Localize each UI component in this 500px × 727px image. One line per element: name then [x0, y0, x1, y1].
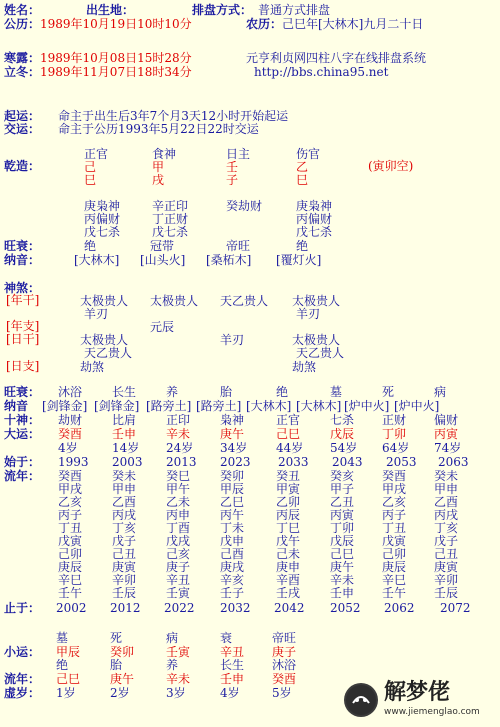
dayun-shishen: 枭神 [220, 413, 245, 427]
liunian-item: 戊寅 [382, 534, 407, 548]
liunian-item: 丁丑 [382, 521, 407, 535]
liunian-item: 甲子 [330, 482, 355, 496]
liunian-item: 甲戌 [382, 482, 407, 496]
xiaoyun-xusui: 3岁 [166, 686, 186, 700]
dayun-wangshuai-label: 旺衰： [4, 385, 41, 399]
liunian-item: 丁未 [220, 521, 245, 535]
dayun-end-year: 2042 [274, 601, 305, 615]
liunian-item: 丙辰 [276, 508, 301, 522]
liunian-item: 辛卯 [112, 573, 137, 587]
xiaoyun-pillar: 庚子 [272, 645, 297, 659]
liunian-item: 辛亥 [220, 573, 245, 587]
site-url[interactable]: http://bbs.china95.net [254, 65, 389, 79]
solar-label: 公历： [4, 17, 41, 31]
liunian-item: 乙亥 [382, 495, 407, 509]
liunian-item: 丙戌 [112, 508, 137, 522]
dayun-end-year: 2062 [384, 601, 415, 615]
shensha-item: 太极贵人 [292, 294, 341, 308]
canggan-item: 庚枭神 [84, 199, 121, 213]
xiaoyun-xusui: 1岁 [56, 686, 76, 700]
liunian-item: 己丑 [112, 547, 137, 561]
dayun-shishen: 七杀 [330, 413, 355, 427]
name-label: 姓名： [4, 3, 41, 17]
xiaoyun-xusui: 2岁 [110, 686, 130, 700]
pillar-gan: 甲 [152, 160, 165, 174]
dayun-end-year: 2072 [440, 601, 471, 615]
liunian-item: 戊辰 [330, 534, 355, 548]
dayun-start-year: 2003 [112, 455, 143, 469]
pillar-gan: 壬 [226, 160, 239, 174]
liunian-item: 庚寅 [434, 560, 459, 574]
liunian-item: 丁亥 [112, 521, 137, 535]
liunian-item: 庚辰 [58, 560, 83, 574]
shensha-item: 羊刃 [296, 307, 321, 321]
liunian-item: 丙戌 [434, 508, 459, 522]
dayun-nayin: [剑锋金] [42, 399, 88, 413]
liunian-item: 壬辰 [112, 586, 137, 600]
shensha-item: 太极贵人 [80, 294, 129, 308]
dayun-nayin: [剑锋金] [94, 399, 140, 413]
liunian-item: 庚申 [276, 560, 301, 574]
shensha-item: 羊刃 [84, 307, 109, 321]
dayun-label: 大运： [4, 427, 41, 441]
pillar-shishen: 伤官 [296, 147, 321, 161]
canggan-item: 辛正印 [152, 199, 189, 213]
dayun-nayin: [炉中火] [394, 399, 440, 413]
liunian-item: 辛未 [330, 573, 355, 587]
pillar-zhi: 巳 [296, 173, 309, 187]
liunian-item: 己亥 [166, 547, 191, 561]
dayun-end-label: 止于： [4, 601, 41, 615]
pillar-nayin: [覆灯火] [276, 253, 322, 267]
dayun-wangshuai: 养 [166, 385, 179, 399]
hanlu-label: 寒露： [4, 51, 41, 65]
liunian-item: 丙申 [166, 508, 191, 522]
xiaoyun-wangshuai-bottom: 养 [166, 658, 179, 672]
xiaoyun-xusui: 4岁 [220, 686, 240, 700]
liunian-item: 甲戌 [58, 482, 83, 496]
dayun-shishen-label: 十神： [4, 413, 41, 427]
dayun-end-year: 2002 [56, 601, 87, 615]
liunian-item: 庚寅 [112, 560, 137, 574]
liunian-item: 丁丑 [58, 521, 83, 535]
pillar-wangshuai: 冠带 [150, 239, 175, 253]
pillar-zhi: 戌 [152, 173, 165, 187]
pillar-zhi: 巳 [84, 173, 97, 187]
dayun-pillar: 戊辰 [330, 427, 355, 441]
qiyun-value: 命主于出生后3年7个月3天12小时开始起运 [58, 109, 289, 123]
dayun-shishen: 偏财 [434, 413, 459, 427]
xiaoyun-liunian: 辛未 [166, 672, 191, 686]
lunar-label: 农历： [246, 17, 283, 31]
shensha-item: 太极贵人 [80, 333, 129, 347]
xiaoyun-liunian: 壬申 [220, 672, 245, 686]
liunian-item: 庚午 [330, 560, 355, 574]
liunian-item: 丙子 [382, 508, 407, 522]
liunian-item: 己巳 [330, 547, 355, 561]
watermark [344, 681, 494, 721]
liunian-item: 甲辰 [220, 482, 245, 496]
liunian-item: 壬午 [382, 586, 407, 600]
xiaoyun-pillar: 甲辰 [56, 645, 81, 659]
liunian-item: 乙酉 [112, 495, 137, 509]
dayun-end-year: 2052 [330, 601, 361, 615]
dayun-wangshuai: 长生 [112, 385, 137, 399]
lunar-value: 己巳年[大林木]九月二十日 [282, 17, 424, 31]
dayun-nayin-label: 纳音 [4, 399, 29, 413]
dayun-wangshuai: 死 [382, 385, 395, 399]
liunian-item: 壬申 [330, 586, 355, 600]
xiaoyun-pillar: 辛丑 [220, 645, 245, 659]
liunian-item: 戊申 [220, 534, 245, 548]
birthplace-label: 出生地： [86, 3, 135, 17]
dayun-liunian-label: 流年： [4, 469, 41, 483]
liunian-item: 戊戌 [166, 534, 191, 548]
liunian-item: 癸酉 [382, 469, 407, 483]
pillar-shishen: 日主 [226, 147, 251, 161]
xiaoyun-wangshuai-top: 墓 [56, 631, 69, 645]
pillar-gan: 己 [84, 160, 97, 174]
xiaoyun-liunian-label: 流年： [4, 672, 41, 686]
dayun-age: 64岁 [382, 441, 410, 455]
jiaoyun-label: 交运： [4, 122, 41, 136]
dayun-pillar: 壬申 [112, 427, 137, 441]
xiaoyun-wangshuai-top: 病 [166, 631, 179, 645]
method-label: 排盘方式： [192, 3, 253, 17]
xiaoyun-xusui: 5岁 [272, 686, 292, 700]
nayin-label: 纳音： [4, 253, 41, 267]
liunian-item: 壬子 [220, 586, 245, 600]
pillar-gan: 乙 [296, 160, 309, 174]
xiaoyun-wangshuai-top: 帝旺 [272, 631, 297, 645]
liunian-item: 辛丑 [166, 573, 191, 587]
liunian-item: 丁卯 [330, 521, 355, 535]
liunian-item: 癸巳 [166, 469, 191, 483]
dayun-pillar: 丁卯 [382, 427, 407, 441]
liunian-item: 戊子 [112, 534, 137, 548]
pillar-zhi: 子 [226, 173, 239, 187]
liunian-item: 辛酉 [276, 573, 301, 587]
liunian-item: 癸亥 [330, 469, 355, 483]
year-zhi-label: [年支] [6, 319, 40, 333]
xiaoyun-label: 小运： [4, 645, 41, 659]
liunian-item: 甲申 [434, 482, 459, 496]
dayun-nayin: [大林木] [246, 399, 292, 413]
lidong-label: 立冬： [4, 65, 41, 79]
hanlu-value: 1989年10月08日15时28分 [40, 51, 192, 65]
liunian-item: 癸未 [434, 469, 459, 483]
liunian-item: 庚辰 [382, 560, 407, 574]
liunian-item: 乙卯 [276, 495, 301, 509]
liunian-item: 己未 [276, 547, 301, 561]
liunian-item: 癸未 [112, 469, 137, 483]
day-gan-label: [日干] [6, 332, 40, 346]
lidong-value: 1989年11月07日18时34分 [40, 65, 192, 79]
dayun-shishen: 正官 [276, 413, 301, 427]
liunian-item: 戊寅 [58, 534, 83, 548]
pillar-wangshuai: 绝 [296, 239, 309, 253]
shensha-item: 天乙贵人 [296, 346, 345, 360]
shensha-item: 劫煞 [292, 360, 317, 374]
xiaoyun-pillar: 壬寅 [166, 645, 191, 659]
dayun-start-year: 2033 [278, 455, 309, 469]
liunian-item: 甲寅 [276, 482, 301, 496]
liunian-item: 辛巳 [58, 573, 83, 587]
dayun-age: 24岁 [166, 441, 194, 455]
method-value: 普通方式排盘 [258, 3, 331, 17]
dayun-age: 34岁 [220, 441, 248, 455]
pillar-wangshuai: 帝旺 [226, 239, 251, 253]
dayun-nayin: [路旁土] [146, 399, 192, 413]
dayun-start-year: 2043 [332, 455, 363, 469]
canggan-item: 戊七杀 [296, 225, 333, 239]
dayun-pillar: 丙寅 [434, 427, 459, 441]
canggan-item: 癸劫财 [226, 199, 263, 213]
dayun-wangshuai: 墓 [330, 385, 343, 399]
dayun-wangshuai: 胎 [220, 385, 233, 399]
dayun-shishen: 比肩 [112, 413, 137, 427]
dayun-end-year: 2022 [164, 601, 195, 615]
xiaoyun-wangshuai-bottom: 绝 [56, 658, 69, 672]
liunian-item: 乙丑 [330, 495, 355, 509]
dayun-wangshuai: 沐浴 [58, 385, 83, 399]
dayun-nayin: [路旁土] [196, 399, 242, 413]
liunian-item: 庚戌 [220, 560, 245, 574]
liunian-item: 己卯 [382, 547, 407, 561]
watermark-brand: 解梦佬 [384, 680, 451, 705]
dayun-end-year: 2032 [220, 601, 251, 615]
xiaoyun-wangshuai-top: 死 [110, 631, 123, 645]
xiaoyun-wangshuai-bottom: 胎 [110, 658, 123, 672]
liunian-item: 甲午 [166, 482, 191, 496]
liunian-item: 丁酉 [166, 521, 191, 535]
dayun-wangshuai: 绝 [276, 385, 289, 399]
dayun-shishen: 劫财 [58, 413, 83, 427]
liunian-item: 己酉 [220, 547, 245, 561]
shensha-item: 天乙贵人 [220, 294, 269, 308]
liunian-item: 甲申 [112, 482, 137, 496]
qiyun-label: 起运： [4, 109, 41, 123]
dayun-start-year: 2013 [166, 455, 197, 469]
shensha-item: 元辰 [150, 320, 175, 334]
pillar-shishen: 正官 [84, 147, 109, 161]
dayun-end-year: 2012 [110, 601, 141, 615]
xusui-label: 虚岁： [4, 686, 41, 700]
liunian-item: 己卯 [58, 547, 83, 561]
liunian-item: 乙未 [166, 495, 191, 509]
dayun-wangshuai: 病 [434, 385, 447, 399]
liunian-item: 乙亥 [58, 495, 83, 509]
liunian-item: 癸丑 [276, 469, 301, 483]
pillar-shishen: 食神 [152, 147, 177, 161]
dayun-age: 74岁 [434, 441, 462, 455]
xiaoyun-pillar: 癸卯 [110, 645, 135, 659]
shensha-label: 神煞： [4, 281, 41, 295]
dayun-start-year: 2023 [220, 455, 251, 469]
dayun-pillar: 己巳 [276, 427, 301, 441]
canggan-item: 戊七杀 [152, 225, 189, 239]
site-name: 元亨利贞网四柱八字在线排盘系统 [246, 51, 427, 65]
solar-value: 1989年10月19日10时10分 [40, 17, 192, 31]
liunian-item: 丁巳 [276, 521, 301, 535]
xiaoyun-wangshuai-top: 衰 [220, 631, 233, 645]
dayun-age: 44岁 [276, 441, 304, 455]
xiaoyun-wangshuai-bottom: 长生 [220, 658, 245, 672]
liunian-item: 丙子 [58, 508, 83, 522]
canggan-item: 戊七杀 [84, 225, 121, 239]
dayun-shishen: 正财 [382, 413, 407, 427]
pillar-nayin: [桑柘木] [206, 253, 252, 267]
logo-icon [344, 683, 378, 717]
shensha-item: 劫煞 [80, 360, 105, 374]
xiaoyun-liunian: 庚午 [110, 672, 135, 686]
dayun-nayin: [大林木] [296, 399, 342, 413]
shensha-item: 太极贵人 [150, 294, 199, 308]
liunian-item: 戊午 [276, 534, 301, 548]
dayun-age: 54岁 [330, 441, 358, 455]
canggan-item: 庚枭神 [296, 199, 333, 213]
xiaoyun-wangshuai-bottom: 沐浴 [272, 658, 297, 672]
qianzao-label: 乾造： [4, 159, 41, 173]
dayun-nayin: [炉中火] [344, 399, 390, 413]
dayun-pillar: 辛未 [166, 427, 191, 441]
liunian-item: 戊子 [434, 534, 459, 548]
liunian-item: 癸卯 [220, 469, 245, 483]
liunian-item: 己丑 [434, 547, 459, 561]
wangshuai-label: 旺衰： [4, 239, 41, 253]
watermark-url: www.jiemenglao.com [384, 707, 480, 717]
dayun-start-label: 始于： [4, 455, 41, 469]
dayun-pillar: 庚午 [220, 427, 245, 441]
dayun-start-year: 2053 [386, 455, 417, 469]
kong-value: (寅卯空) [368, 159, 414, 173]
day-zhi-label: [日支] [6, 359, 40, 373]
liunian-item: 乙巳 [220, 495, 245, 509]
liunian-item: 壬戌 [276, 586, 301, 600]
dayun-age: 14岁 [112, 441, 140, 455]
pillar-nayin: [山头火] [140, 253, 186, 267]
canggan-item: 丁正财 [152, 212, 189, 226]
shensha-item: 太极贵人 [292, 333, 341, 347]
year-gan-label: [年干] [6, 293, 40, 307]
liunian-item: 庚子 [166, 560, 191, 574]
pillar-nayin: [大林木] [74, 253, 120, 267]
dayun-start-year: 1993 [58, 455, 89, 469]
shensha-item: 天乙贵人 [84, 346, 133, 360]
dayun-age: 4岁 [58, 441, 78, 455]
xiaoyun-liunian: 己巳 [56, 672, 81, 686]
liunian-item: 辛巳 [382, 573, 407, 587]
canggan-item: 丙偏财 [84, 212, 121, 226]
liunian-item: 乙酉 [434, 495, 459, 509]
liunian-item: 壬寅 [166, 586, 191, 600]
liunian-item: 壬辰 [434, 586, 459, 600]
liunian-item: 辛卯 [434, 573, 459, 587]
liunian-item: 癸酉 [58, 469, 83, 483]
jiaoyun-value: 命主于公历1993年5月22日22时交运 [58, 122, 259, 136]
dayun-shishen: 正印 [166, 413, 191, 427]
liunian-item: 丁亥 [434, 521, 459, 535]
dayun-start-year: 2063 [438, 455, 469, 469]
canggan-item: 丙偏财 [296, 212, 333, 226]
liunian-item: 壬午 [58, 586, 83, 600]
shensha-item: 羊刃 [220, 333, 245, 347]
dayun-pillar: 癸酉 [58, 427, 83, 441]
liunian-item: 丙午 [220, 508, 245, 522]
xiaoyun-liunian: 癸酉 [272, 672, 297, 686]
liunian-item: 丙寅 [330, 508, 355, 522]
pillar-wangshuai: 绝 [84, 239, 97, 253]
